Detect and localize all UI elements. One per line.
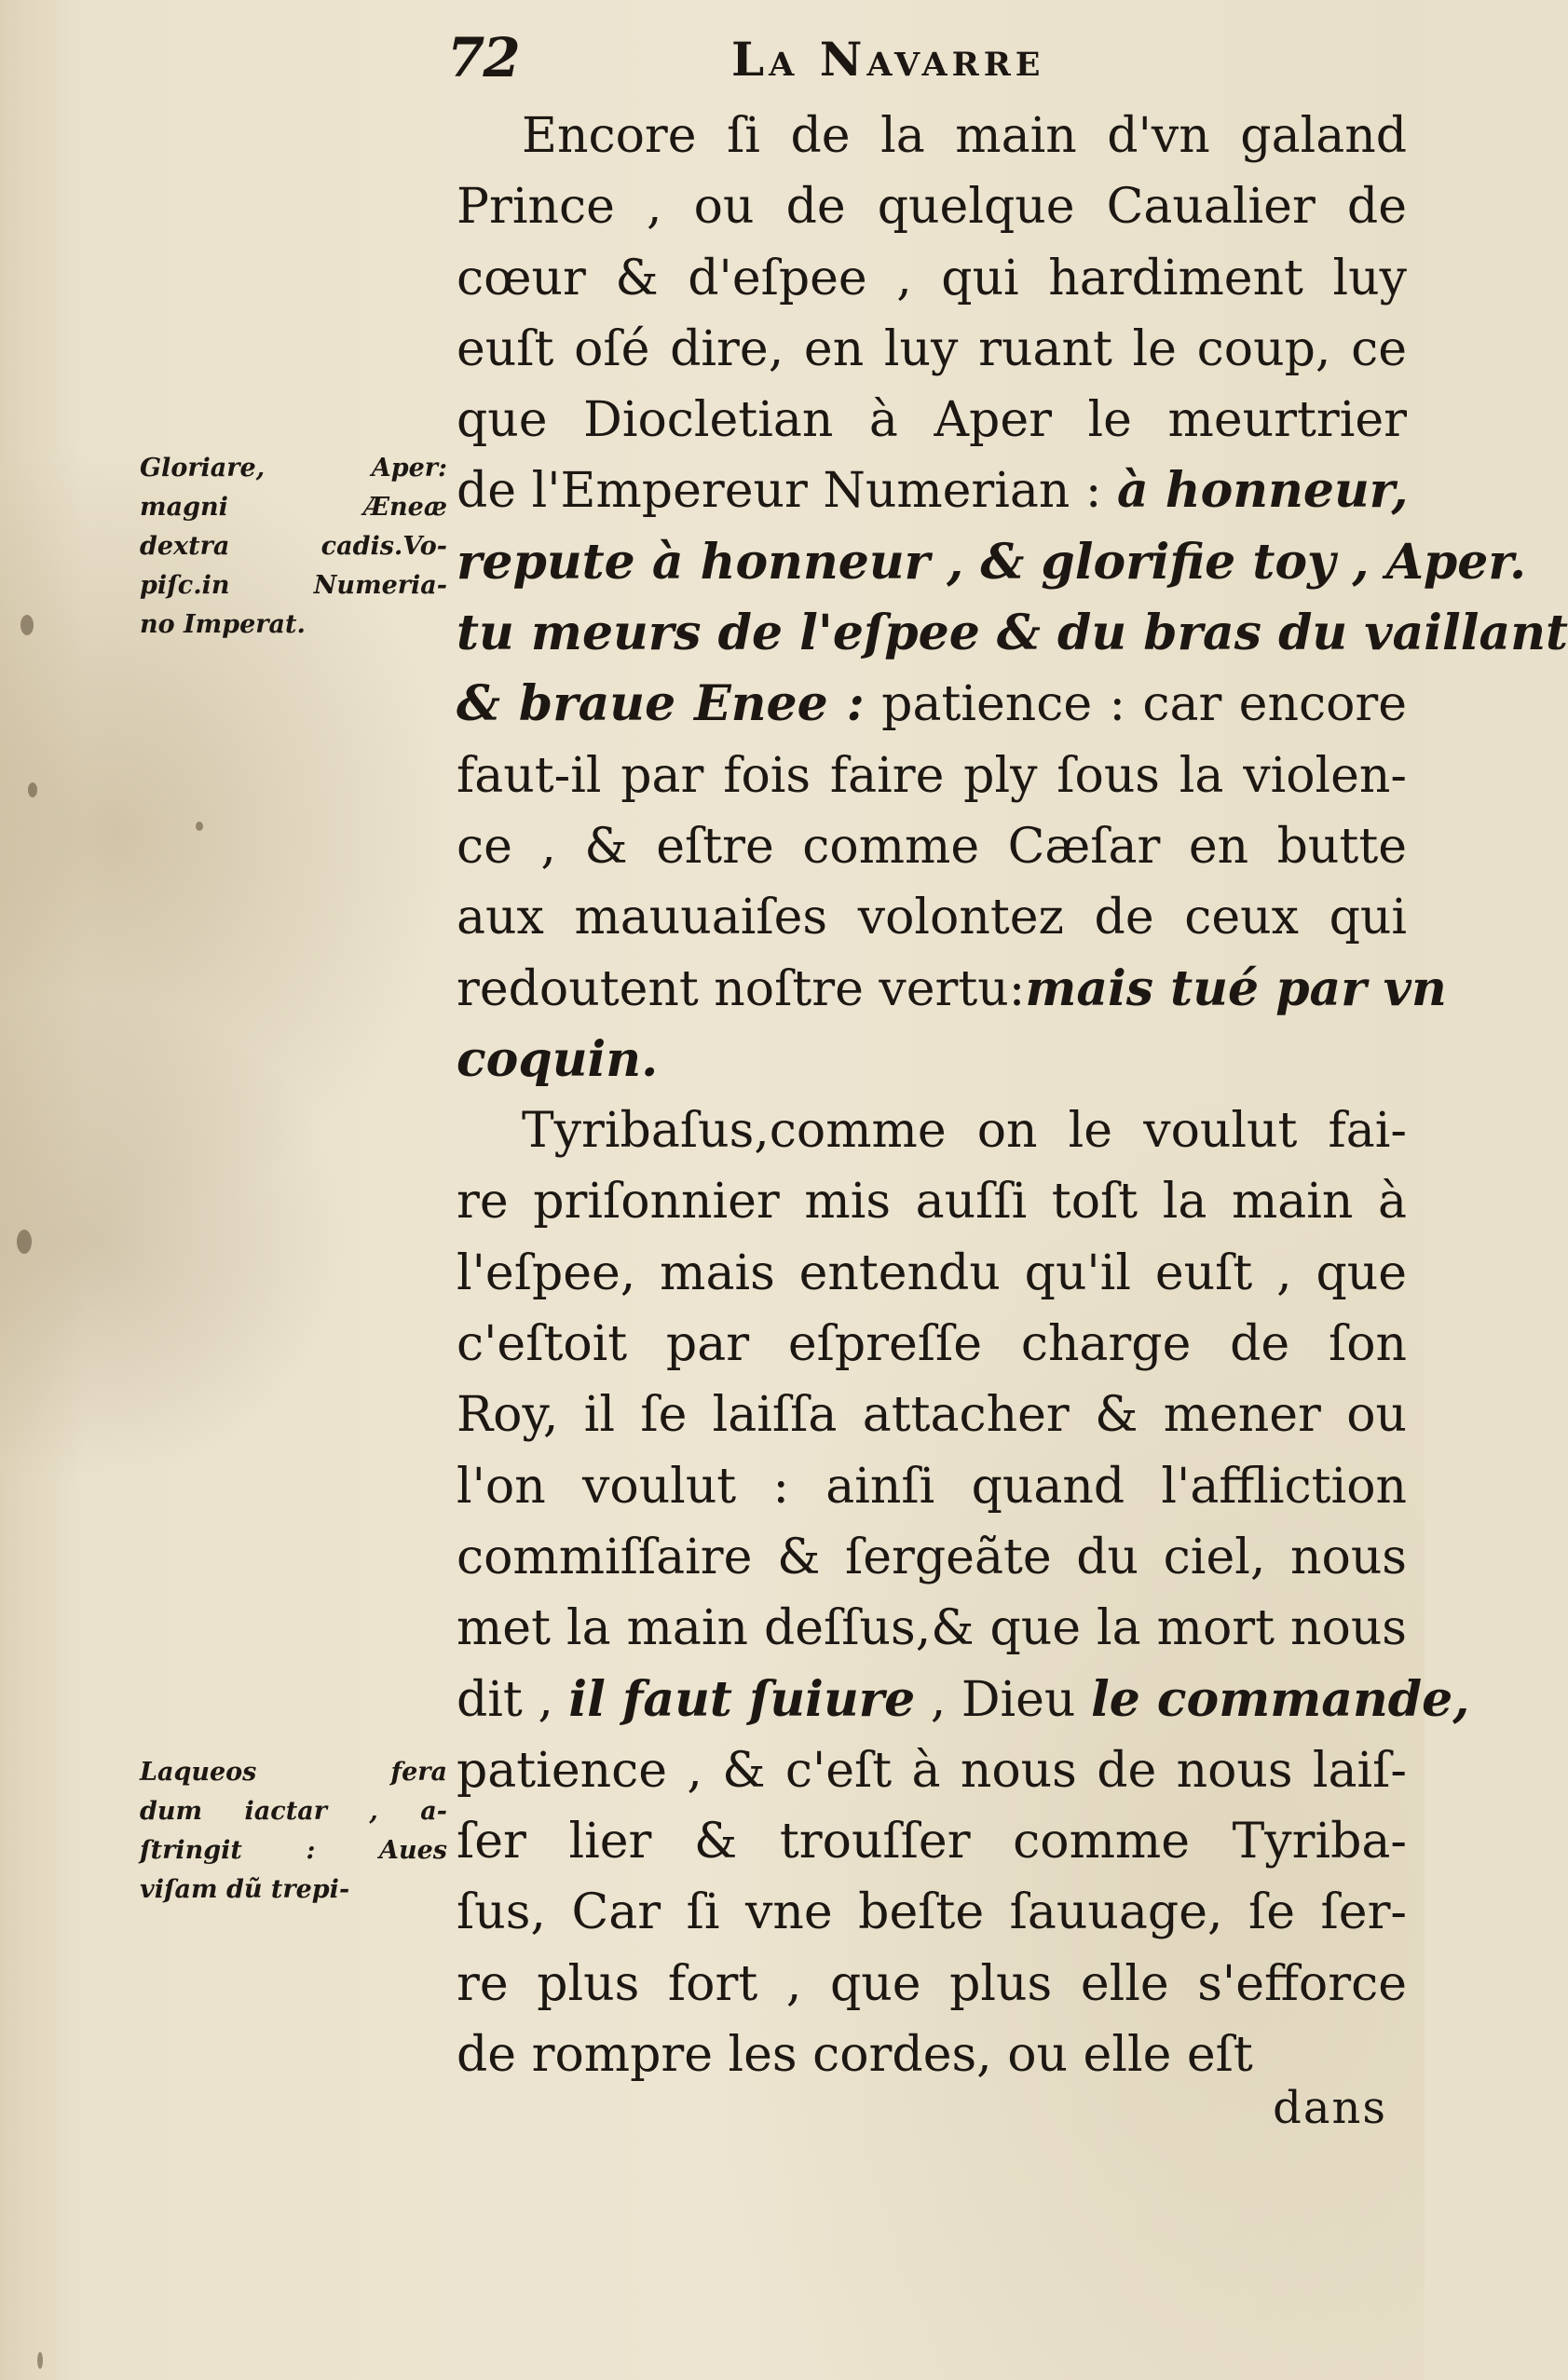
text-line bbox=[457, 456, 1407, 526]
italic-text: à honneur, bbox=[1116, 462, 1409, 520]
margin-note-line: magni Æneæ bbox=[140, 493, 447, 522]
text-line bbox=[457, 1877, 1407, 1948]
text-line bbox=[457, 1025, 1407, 1095]
text-line bbox=[457, 314, 1407, 385]
roman-text: de rompre les cordes, ou elle eſt bbox=[457, 2027, 1253, 2084]
paper-stain bbox=[28, 782, 37, 797]
page-header bbox=[447, 26, 1379, 101]
roman-text: que Diocletian à Aper le meurtrier bbox=[457, 392, 1407, 449]
text-line bbox=[457, 669, 1407, 740]
margin-note-laqueos bbox=[140, 1753, 447, 1910]
roman-text: ſer lier & trouſſer comme Tyriba- bbox=[457, 1814, 1407, 1870]
text-line bbox=[457, 1238, 1407, 1309]
roman-text: aux mauuaiſes volontez de ceux qui bbox=[457, 890, 1407, 946]
roman-text: met la main deſſus,& que la mort nous bbox=[457, 1600, 1407, 1657]
roman-text: redoutent noſtre vertu: bbox=[457, 960, 1026, 1017]
text-line bbox=[457, 1806, 1407, 1877]
margin-note-line: Gloriare, Aper: bbox=[140, 454, 447, 483]
roman-text: de l'Empereur Numerian : bbox=[457, 463, 1117, 520]
italic-text: mais tué par vn bbox=[1025, 959, 1447, 1017]
margin-note-line: no Imperat. bbox=[140, 610, 306, 639]
body-text bbox=[457, 101, 1568, 2090]
text-line bbox=[457, 1593, 1407, 1664]
paper-stain bbox=[196, 822, 203, 831]
italic-text: repute à honneur , & glorifie toy , Aper. bbox=[457, 533, 1527, 591]
italic-text: il faut ſuiure bbox=[568, 1670, 916, 1728]
text-line bbox=[457, 1949, 1407, 2020]
text-line bbox=[457, 101, 1407, 171]
margin-note-line: ſtringit : Aues bbox=[140, 1836, 447, 1865]
roman-text: Roy, il ſe laiſſa attacher & mener ou bbox=[457, 1387, 1407, 1444]
roman-text: faut-il par fois faire ply ſous la violen- bbox=[457, 747, 1407, 804]
roman-text: l'on voulut : ainſi quand l'affliction bbox=[457, 1458, 1407, 1515]
text-line bbox=[457, 1166, 1407, 1237]
paper-stain bbox=[17, 1230, 32, 1254]
roman-text: Encore ſi de la main d'vn galand bbox=[522, 108, 1407, 164]
text-line bbox=[457, 1095, 1407, 1166]
roman-text: cœur & d'eſpee , qui hardiment luy bbox=[457, 250, 1407, 306]
text-line bbox=[457, 1665, 1470, 1735]
roman-text: Prince , ou de quelque Caualier de bbox=[457, 179, 1407, 236]
margin-note-line: dextra cadis.Vo- bbox=[140, 532, 447, 561]
paper-stain bbox=[20, 615, 34, 635]
text-line bbox=[457, 527, 1527, 598]
text-line bbox=[457, 1522, 1407, 1593]
roman-text: re priſonnier mis auſſi toſt la main à bbox=[457, 1174, 1407, 1231]
margin-note-line: piſc.in Numeria- bbox=[140, 571, 447, 600]
text-line bbox=[457, 1451, 1407, 1522]
roman-text: , Dieu bbox=[915, 1671, 1091, 1728]
roman-text: l'eſpee, mais entendu qu'il euſt , que bbox=[457, 1244, 1407, 1301]
text-line bbox=[457, 171, 1407, 242]
margin-note-line: dum iactar , a- bbox=[140, 1797, 447, 1826]
text-line bbox=[457, 954, 1447, 1025]
roman-text: dit , bbox=[457, 1671, 569, 1728]
roman-text: patience , & c'eſt à nous de nous laiſ- bbox=[457, 1742, 1407, 1799]
roman-text: ſus, Car ſi vne beſte ſauuage, ſe ſer- bbox=[457, 1884, 1407, 1941]
text-line bbox=[457, 2020, 1407, 2090]
text-line bbox=[457, 811, 1407, 882]
roman-text: Tyribaſus,comme on le voulut fai- bbox=[522, 1103, 1407, 1160]
text-line bbox=[457, 882, 1407, 953]
text-line bbox=[457, 385, 1407, 456]
text-line bbox=[457, 1309, 1407, 1380]
running-head: La Navarre bbox=[731, 32, 1045, 87]
text-line bbox=[457, 1380, 1407, 1450]
roman-text: ce , & eſtre comme Cæſar en butte bbox=[457, 818, 1407, 875]
italic-text: & braue Enee : bbox=[457, 675, 865, 733]
text-line bbox=[457, 1735, 1407, 1806]
roman-text: commiſſaire & ſergeãte du ciel, nous bbox=[457, 1529, 1407, 1585]
italic-text: coquin. bbox=[457, 1030, 659, 1088]
roman-text: patience : car encore bbox=[864, 676, 1408, 733]
margin-note-line: viſam dũ trepi- bbox=[140, 1875, 350, 1904]
roman-text: euſt oſé dire, en luy ruant le coup, ce bbox=[457, 320, 1407, 377]
italic-text: tu meurs de l'eſpee & du bras du vaillant bbox=[457, 605, 1568, 662]
roman-text: c'eſtoit par eſpreſſe charge de ſon bbox=[457, 1316, 1407, 1373]
italic-text: le commande, bbox=[1090, 1670, 1470, 1728]
page-number: 72 bbox=[447, 26, 519, 89]
roman-text: re plus fort , que plus elle s'efforce bbox=[457, 1955, 1407, 2012]
text-line bbox=[457, 741, 1407, 811]
text-line bbox=[457, 243, 1407, 314]
paper-stain bbox=[37, 2352, 43, 2369]
margin-note-line: Laqueos fera bbox=[140, 1758, 447, 1787]
margin-note-gloriare bbox=[140, 449, 447, 645]
catchword: dans bbox=[1273, 2082, 1387, 2134]
text-line bbox=[457, 598, 1568, 669]
